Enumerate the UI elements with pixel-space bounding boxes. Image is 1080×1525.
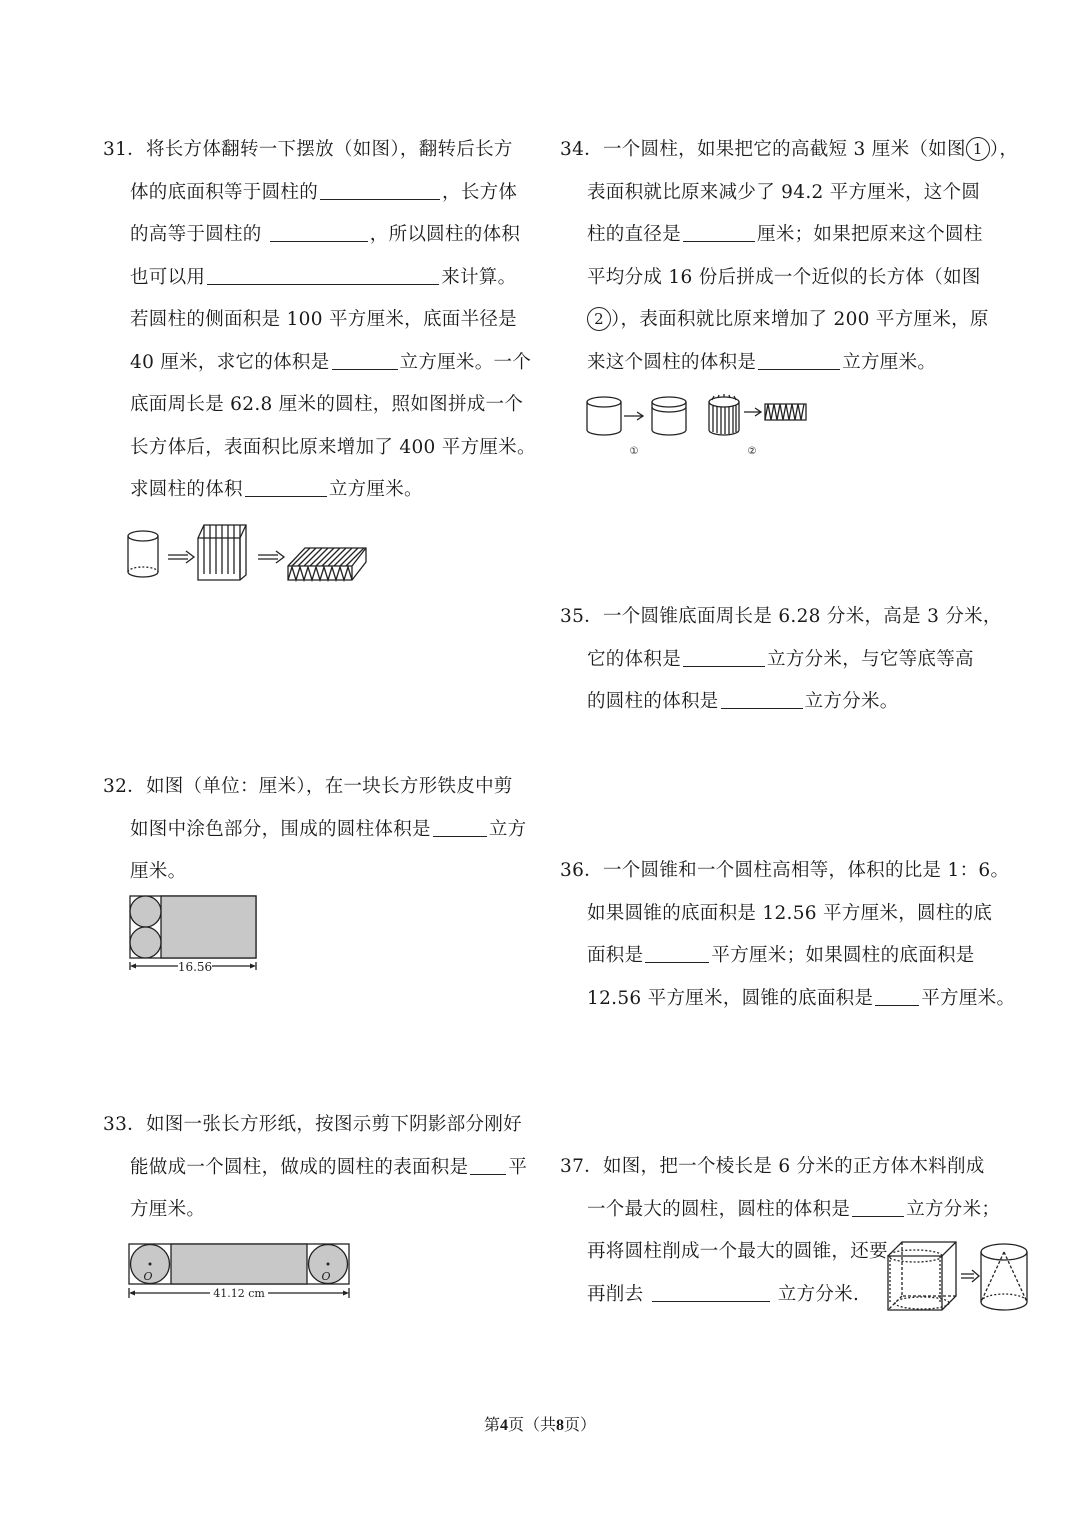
q32-text: 厘米。 xyxy=(130,861,187,882)
q32-dimension: 16.56 xyxy=(177,960,213,974)
answer-blank[interactable] xyxy=(875,983,919,1006)
question-34 xyxy=(560,129,1018,384)
q36-text: 面积是 xyxy=(587,945,644,966)
answer-blank[interactable] xyxy=(683,219,755,242)
q35-text: 立方分米。 xyxy=(804,691,899,712)
q36-line1: 36．一个圆锥和一个圆柱高相等，体积的比是 1：6。 xyxy=(560,860,1010,881)
q31-text: 求圆柱的体积 xyxy=(130,479,243,500)
answer-blank[interactable] xyxy=(852,1194,904,1217)
q35-line1: 35．一个圆锥底面周长是 6.28 分米，高是 3 分米， xyxy=(560,606,1002,627)
question-31 xyxy=(103,129,536,512)
q37-text: 再削去 xyxy=(587,1283,650,1305)
question-35 xyxy=(560,596,1002,724)
q36-text: 12.56 平方厘米，圆锥的底面积是 xyxy=(587,987,874,1009)
q33-center-label: O xyxy=(143,1270,153,1283)
q34-figure xyxy=(580,390,812,462)
q35-text: 它的体积是 xyxy=(587,648,682,670)
q31-text: 的高等于圆柱的 xyxy=(130,224,268,245)
q31-text: 来计算。 xyxy=(441,266,517,288)
q31-text: 立方厘米。一个 xyxy=(399,351,532,373)
answer-blank[interactable] xyxy=(433,814,487,837)
answer-blank[interactable] xyxy=(652,1279,770,1302)
q31-text: 长方体后，表面积比原来增加了 400 平方厘米。 xyxy=(130,436,536,458)
answer-blank[interactable] xyxy=(207,262,439,285)
question-32 xyxy=(103,766,526,894)
answer-blank[interactable] xyxy=(332,347,398,370)
q31-text: 40 厘米，求它的体积是 xyxy=(130,351,330,373)
answer-blank[interactable] xyxy=(320,177,440,200)
q34-text: ）， xyxy=(989,139,1019,160)
q34-fig-label: ① xyxy=(629,446,639,457)
total-pages: 8 xyxy=(556,1417,564,1434)
circled-number: 1 xyxy=(966,137,990,161)
q34-text: 厘米；如果把原来这个圆柱 xyxy=(757,224,983,245)
answer-blank[interactable] xyxy=(721,686,803,709)
q31-text: 底面周长是 62.8 厘米的圆柱，照如图拼成一个 xyxy=(130,394,524,415)
q33-line1: 33．如图一张长方形纸，按图示剪下阴影部分刚好 xyxy=(103,1114,522,1135)
q31-text: 也可以用 xyxy=(130,266,206,288)
q37-text: 再将圆柱削成一个最大的圆锥，还要 xyxy=(587,1241,888,1262)
q32-figure xyxy=(124,892,264,978)
q36-text: 平方厘米；如果圆柱的底面积是 xyxy=(711,945,975,966)
q31-text: 若圆柱的侧面积是 100 平方厘米，底面半径是 xyxy=(130,309,517,330)
q33-text: 能做成一个圆柱，做成的圆柱的表面积是 xyxy=(130,1156,469,1178)
answer-blank[interactable] xyxy=(645,940,709,963)
q35-text: 立方分米，与它等底等高 xyxy=(767,648,974,670)
question-36 xyxy=(560,850,1015,1020)
answer-blank[interactable] xyxy=(758,347,840,370)
q34-text: 柱的直径是 xyxy=(587,224,682,245)
q32-line1: 32．如图（单位：厘米），在一块长方形铁皮中剪 xyxy=(103,776,513,797)
answer-blank[interactable] xyxy=(470,1152,506,1175)
q34-text: 平均分成 16 份后拼成一个近似的长方体（如图 xyxy=(587,266,981,288)
q34-fig-label: ② xyxy=(747,446,757,457)
q36-text: 平方厘米。 xyxy=(921,987,1016,1009)
q32-text: 如图中涂色部分，围成的圆柱体积是 xyxy=(130,818,431,840)
q36-text: 如果圆锥的底面积是 12.56 平方厘米，圆柱的底 xyxy=(587,902,993,924)
footer-text: 页） xyxy=(564,1415,597,1434)
q37-text: 立方分米； xyxy=(906,1198,1001,1220)
q37-line1: 37．如图，把一个棱长是 6 分米的正方体木料削成 xyxy=(560,1156,985,1177)
q35-text: 的圆柱的体积是 xyxy=(587,691,719,712)
q31-text: 立方厘米。 xyxy=(328,479,423,500)
q33-center-label: O xyxy=(321,1270,331,1283)
q33-text: 平 xyxy=(508,1156,528,1178)
q31-line1: 31．将长方体翻转一下摆放（如图），翻转后长方 xyxy=(103,139,513,160)
question-33 xyxy=(103,1104,527,1232)
q34-text: 表面积就比原来减少了 94.2 平方厘米，这个圆 xyxy=(587,181,981,203)
page-footer xyxy=(0,1412,1080,1435)
q34-text: 立方厘米。 xyxy=(842,351,937,373)
answer-blank[interactable] xyxy=(270,219,368,242)
q31-text: ，所以圆柱的体积 xyxy=(369,224,521,245)
q34-text: 来这个圆柱的体积是 xyxy=(587,351,757,373)
q37-figure xyxy=(884,1236,1030,1318)
q31-text: ，长方体 xyxy=(442,181,518,203)
q33-dimension: 41.12 cm xyxy=(213,1287,265,1300)
footer-text: 页（共 xyxy=(507,1415,556,1434)
answer-blank[interactable] xyxy=(683,644,765,667)
footer-text: 第 xyxy=(483,1415,500,1434)
q31-text: 体的底面积等于圆柱的 xyxy=(130,181,319,203)
q34-text: 34．一个圆柱，如果把它的高截短 3 厘米（如图 xyxy=(560,139,966,160)
q32-text: 立方 xyxy=(488,818,527,840)
q33-text: 方厘米。 xyxy=(130,1199,206,1220)
q31-figure xyxy=(120,518,380,588)
q37-text: 立方分米. xyxy=(771,1283,860,1305)
q37-text: 一个最大的圆柱，圆柱的体积是 xyxy=(587,1198,851,1220)
answer-blank[interactable] xyxy=(245,474,327,497)
q34-text: ），表面积就比原来增加了 200 平方厘米，原 xyxy=(611,309,989,330)
page-number: 4 xyxy=(499,1417,508,1434)
circled-number: 2 xyxy=(587,307,611,331)
q33-figure xyxy=(124,1240,356,1306)
